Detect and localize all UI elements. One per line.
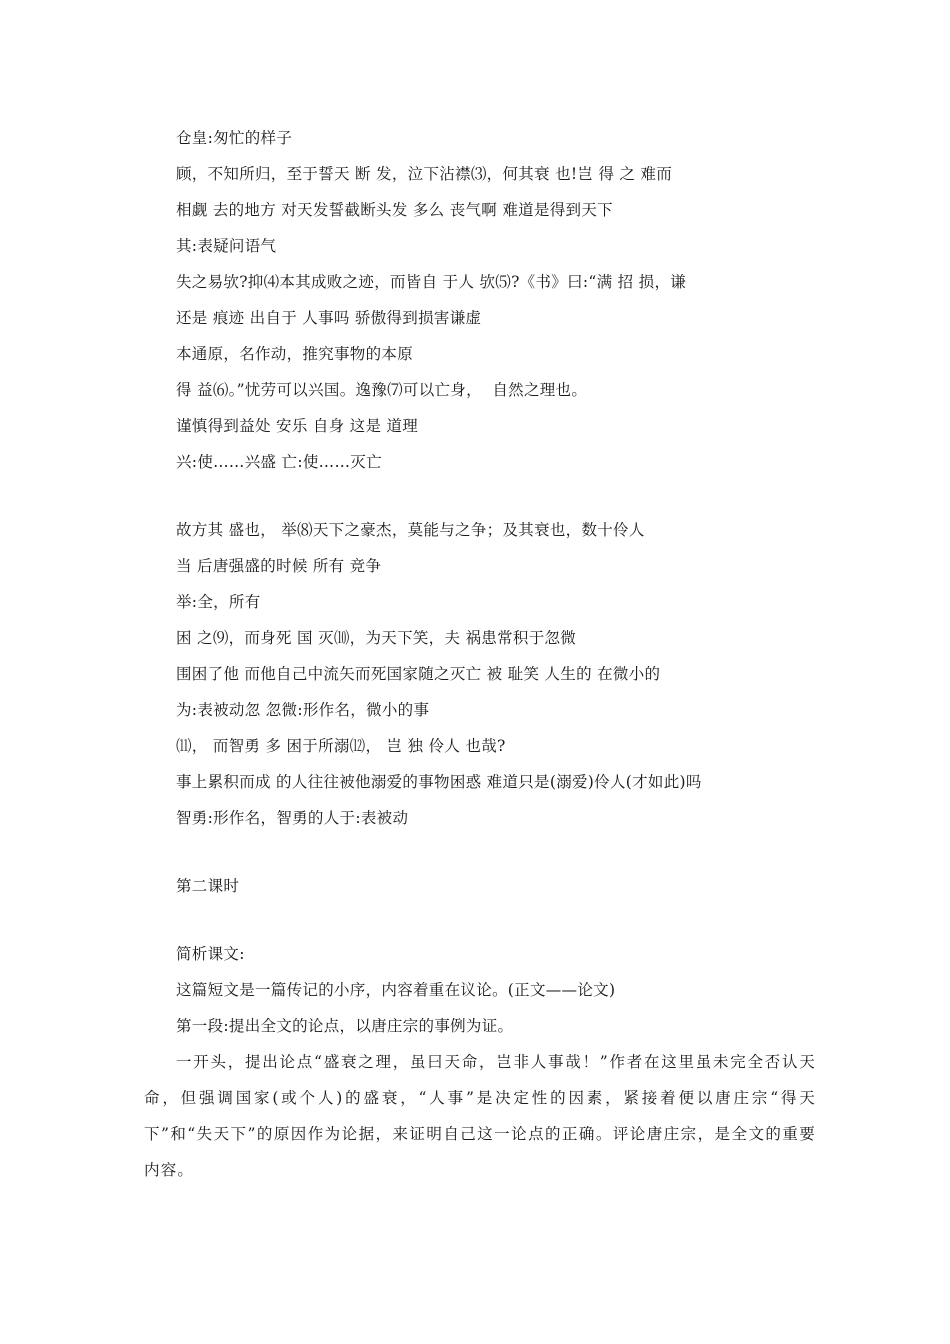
analysis-summary: 这篇短文是一篇传记的小序，内容着重在议论。(正文——论文) [176, 981, 616, 999]
text-line-17: ⑾， 而智勇 多 困于所溺⑿， 岂 独 伶人 也哉? [176, 737, 506, 755]
analysis-heading: 简析课文: [176, 945, 245, 963]
text-line-5: 失之易欤?抑⑷本其成败之迹，而皆自 于人 欤⑸?《书》曰:“满 招 损，谦 [176, 273, 687, 291]
text-line-14: 困 之⑼，而身死 国 灭⑽，为天下笑，夫 祸患常积于忽微 [176, 629, 577, 647]
note-line-16: 为:表被动忽 忽微:形作名，微小的事 [176, 701, 430, 719]
text-line-11: 故方其 盛也， 举⑻天下之豪杰，莫能与之争；及其衰也，数十伶人 [176, 521, 645, 539]
translation-line-18: 事上累积而成 的人往往被他溺爱的事物困惑 难道只是(溺爱)伶人(才如此)吗 [176, 773, 702, 791]
note-line-7: 本通原，名作动，推究事物的本原 [176, 345, 414, 363]
translation-line-3: 相觑 去的地方 对天发誓截断头发 多么 丧气啊 难道是得到天下 [176, 201, 613, 219]
note-line-13: 举:全，所有 [176, 593, 261, 611]
note-line-19: 智勇:形作名，智勇的人于:表被动 [176, 809, 409, 827]
translation-line-6: 还是 痕迹 出自于 人事吗 骄傲得到损害谦虚 [176, 309, 482, 327]
translation-line-12: 当 后唐强盛的时候 所有 竞争 [176, 557, 382, 575]
paragraph-one-heading: 第一段:提出全文的论点，以唐庄宗的事例为证。 [176, 1017, 514, 1035]
analysis-paragraph: 一开头，提出论点“盛衰之理，虽曰天命，岂非人事哉！”作者在这里虽未完全否认天命，但强调国家(或个人)的盛衰，“人事”是决定性的因素，紧接着便以唐庄宗“得天下”和“失天下”的原因作为论据，来证明自己这一论点的正确。评论唐庄宗，是全文的重要内容。 [144, 1053, 816, 1179]
note-line-10: 兴:使……兴盛 亡:使……灭亡 [176, 453, 382, 471]
translation-line-9: 谨慎得到益处 安乐 自身 这是 道理 [176, 417, 419, 435]
translation-line-15: 围困了他 而他自己中流矢而死国家随之灭亡 被 耻笑 人生的 在微小的 [176, 665, 661, 683]
note-line-4: 其:表疑问语气 [176, 237, 277, 255]
text-line-2: 顾，不知所归，至于誓天 断 发，泣下沾襟⑶，何其衰 也!岂 得 之 难而 [176, 165, 673, 183]
section-heading: 第二课时 [176, 877, 240, 895]
text-line-8: 得 益⑹。”忧劳可以兴国。逸豫⑺可以亡身， 自然之理也。 [176, 381, 588, 399]
note-line-1: 仓皇:匆忙的样子 [176, 129, 293, 147]
